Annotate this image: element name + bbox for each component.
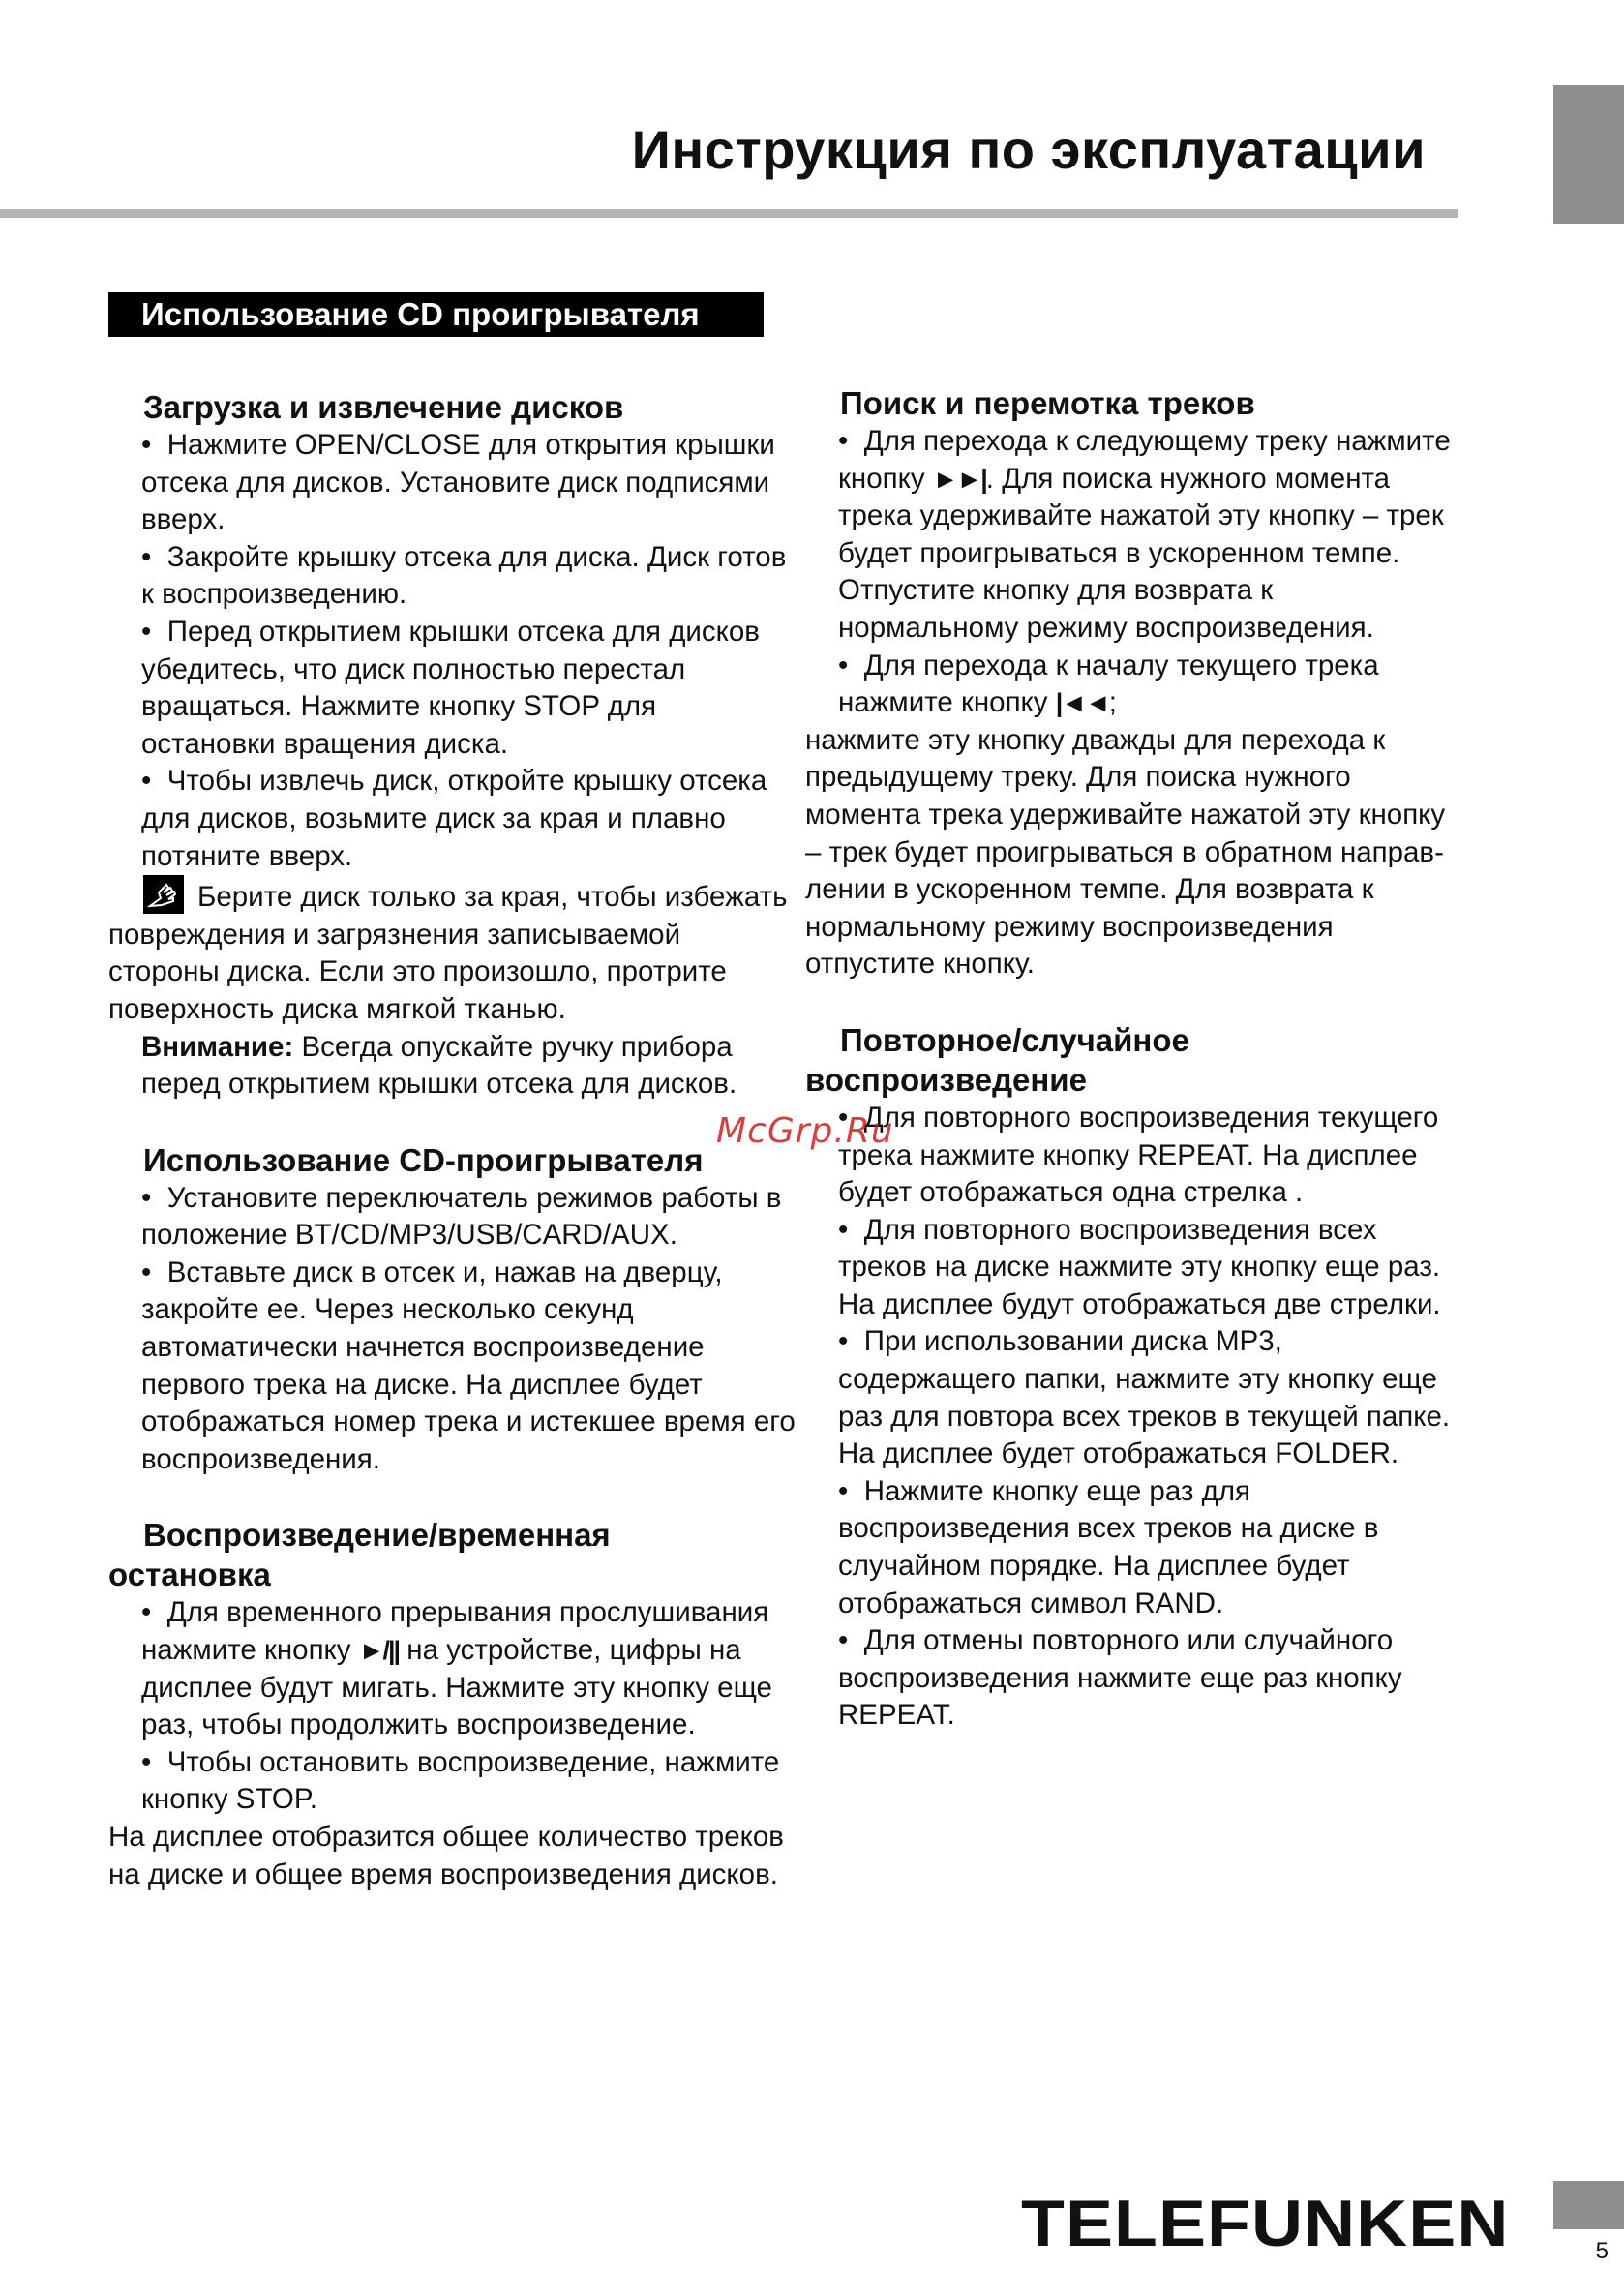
search-step-1-b: . Для поиска нужного момента трека удерживайте нажатой эту кнопку – трек будет проигрываться в ускоренном темпе. Отпустите кнопку для возврата к нормальному режиму воспроизведения.: [838, 462, 1444, 644]
search-step-3: нажмите эту кнопку дважды для перехода к предыдущему треку. Для поиска нужного момента трека удерживайте нажатой эту кнопку – трек будет проигрываться в обратном направ-лении в ускоренном темпе. Для возврата к нормальному режиму воспроизведения отпустите кнопку.: [805, 723, 1446, 981]
search-step-2-b: ;: [1108, 686, 1117, 719]
note-paragraph: [108, 875, 796, 1028]
repeat-step-2: • Для повторного воспроизведения всех треков на диске нажмите эту кнопку еще раз. На дисплее будут отображаться две стрелки.: [805, 1212, 1459, 1324]
note-text: Берите диск только за края, чтобы избежать повреждения и загрязнения записываемой стороны диска. Если это произошло, протрите поверхность диска мягкой тканью.: [108, 881, 788, 1025]
repeat-step-5: • Для отмены повторного или случайного воспроизведения нажмите еще раз кнопку REPEAT.: [805, 1622, 1459, 1735]
next-track-icon: ►►|: [932, 464, 986, 494]
side-tab-top: [1553, 85, 1624, 224]
search-step-2: [805, 648, 1459, 722]
page-title: Инструкция по эксплуатации: [631, 119, 1426, 180]
repeat-step-3: • При использовании диска MP3, содержащего папки, нажмите эту кнопку еще раз для повтора всех треков в текущей папке. На дисплее будет отображаться FOLDER.: [805, 1323, 1459, 1472]
pause-heading: [108, 1515, 796, 1594]
pause-heading-line-1: Воспроизведение/временная: [143, 1517, 611, 1554]
search-heading: Поиск и перемотка треков: [840, 385, 1255, 421]
loading-step-1: • Нажмите OPEN/CLOSE для открытия крышки отсека для дисков. Установите диск подписями вверх.: [108, 427, 796, 539]
loading-step-3: • Перед открытием крышки отсека для дисков убедитесь, что диск полностью перестал вращаться. Нажмите кнопку STOP для остановки вращения диска.: [108, 614, 796, 763]
title-rule: [0, 209, 1458, 218]
warning-label: Внимание:: [141, 1030, 294, 1063]
repeat-heading-line-2: воспроизведение: [805, 1061, 1087, 1098]
watermark: McGrp.Ru: [716, 1111, 894, 1151]
search-step-2-a: Для перехода к началу текущего трека нажмите кнопку: [838, 649, 1379, 719]
loading-heading: Загрузка и извлечение дисков: [143, 389, 624, 425]
pause-step-1: [108, 1594, 796, 1743]
warning-text: Всегда опускайте ручку прибора перед открытием крышки отсека для дисков.: [141, 1030, 737, 1101]
repeat-step-1: • Для повторного воспроизведения текущего трека нажмите кнопку REPEAT. На дисплее будет отображаться одна стрелка .: [805, 1100, 1459, 1212]
repeat-heading-line-1: Повторное/случайное: [840, 1021, 1189, 1058]
using-step-2: • Вставьте диск в отсек и, нажав на дверцу, закройте ее. Через несколько секунд автоматически начнется воспроизведение первого трека на диске. На дисплее будет отображаться номер трека и истекшее время его воспроизведения.: [108, 1255, 796, 1479]
warning-paragraph: [108, 1029, 796, 1104]
prev-track-icon: |◄◄: [1055, 688, 1109, 718]
note-hand-icon: [143, 875, 184, 914]
loading-step-4: • Чтобы извлечь диск, откройте крышку отсека для дисков, возьмите диск за края и плавно потяните вверх.: [108, 763, 796, 875]
pause-step-3: На дисплее отобразится общее количество треков на диске и общее время воспроизведения дисков.: [108, 1821, 784, 1891]
page-number: 5: [1595, 2238, 1609, 2264]
pause-step-1-b: на устройстве, цифры на дисплее будут мигать. Нажмите эту кнопку еще раз, чтобы продолжить воспроизведение.: [141, 1634, 772, 1741]
pause-step-1-a: Для временного прерывания прослушивания нажмите кнопку: [141, 1596, 769, 1667]
loading-step-2: • Закройте крышку отсека для диска. Диск готов к воспроизведению.: [108, 539, 796, 614]
using-heading: Использование CD-проигрывателя: [143, 1141, 704, 1178]
pause-heading-line-2: остановка: [108, 1557, 271, 1593]
section-banner: Использование CD проигрывателя: [108, 292, 764, 337]
play-pause-icon: ►/||: [358, 1636, 400, 1666]
repeat-step-4: • Нажмите кнопку еще раз для воспроизведения всех треков на диске в случайном порядке. На дисплее будет отображаться символ RAND.: [805, 1473, 1459, 1622]
side-tab-bottom: [1553, 2181, 1624, 2229]
right-column: [805, 383, 1459, 1735]
search-step-1: [805, 423, 1459, 648]
brand-logo: TELEFUNKEN: [1021, 2187, 1510, 2260]
pause-step-2: • Чтобы остановить воспроизведение, нажмите кнопку STOP.: [108, 1744, 796, 1819]
left-column: [108, 387, 796, 1893]
using-step-1: • Установите переключатель режимов работы в положение BT/CD/MP3/USB/CARD/AUX.: [108, 1180, 796, 1255]
repeat-heading: [805, 1020, 1459, 1100]
search-step-1-a: Для перехода к следующему треку нажмите кнопку: [838, 425, 1451, 495]
